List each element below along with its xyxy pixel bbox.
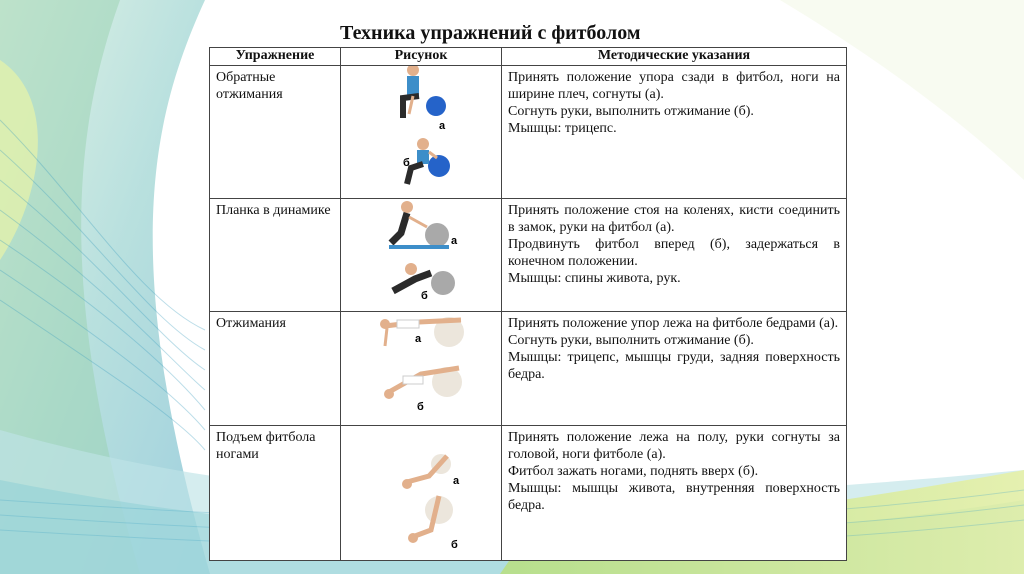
figure-label-b: б bbox=[451, 539, 458, 551]
guidance-text bbox=[502, 66, 847, 199]
guidance-line: Согнуть руки, выполнить отжимание (б). bbox=[508, 104, 754, 119]
table-header-row bbox=[210, 48, 847, 66]
guidance-line: Принять положение упор лежа на фитболе бедрами (а). bbox=[508, 316, 839, 331]
guidance-text bbox=[502, 312, 847, 426]
guidance-text bbox=[502, 199, 847, 312]
exercise-figure-cell bbox=[341, 426, 502, 561]
exercise-name: Обратные отжимания bbox=[210, 66, 341, 199]
guidance-line: Мышцы: спины живота, рук. bbox=[508, 271, 681, 286]
figure-label-a: а bbox=[453, 475, 460, 487]
figure-label-a: а bbox=[415, 333, 422, 345]
exercise-name: Подъем фитбола ногами bbox=[210, 426, 341, 561]
guidance-line: Мышцы: трицепс, мышцы груди, задняя поверхность бедра. bbox=[508, 350, 840, 382]
exercise-figure-cell bbox=[341, 199, 502, 312]
ball-leg-lift-figure bbox=[341, 426, 501, 554]
exercise-name: Планка в динамике bbox=[210, 199, 341, 312]
guidance-line: Принять положение лежа на полу, руки согнуты за головой, ноги фитболе (а). bbox=[508, 430, 840, 462]
guidance-line: Принять положение упора сзади в фитбол, ноги на ширине плеч, согнуты (а). bbox=[508, 70, 840, 102]
figure-label-a: а bbox=[439, 120, 446, 132]
dynamic-plank-figure bbox=[341, 199, 501, 305]
figure-label-b: б bbox=[417, 401, 424, 413]
guidance-line: Мышцы: мышцы живота, внутренняя поверхность бедра. bbox=[508, 481, 840, 513]
reverse-pushup-figure bbox=[341, 66, 501, 192]
guidance-line: Фитбол зажать ногами, поднять вверх (б). bbox=[508, 464, 759, 479]
figure-label-a: а bbox=[451, 235, 458, 247]
table-row bbox=[210, 312, 847, 426]
figure-label-b: б bbox=[421, 290, 428, 302]
figure-label-b: б bbox=[403, 157, 410, 169]
pushup-figure bbox=[341, 312, 501, 419]
slide-title: Техника упражнений с фитболом bbox=[340, 22, 641, 44]
table-row bbox=[210, 199, 847, 312]
guidance-line: Принять положение стоя на коленях, кисти соединить в замок, руки на фитбол (а). bbox=[508, 203, 840, 235]
table-row bbox=[210, 66, 847, 199]
exercise-figure-cell bbox=[341, 66, 502, 199]
header-exercise: Упражнение bbox=[210, 48, 341, 66]
guidance-line: Продвинуть фитбол вперед (б), задержаться в конечном положении. bbox=[508, 237, 840, 269]
exercise-figure-cell bbox=[341, 312, 502, 426]
guidance-line: Согнуть руки, выполнить отжимание (б). bbox=[508, 333, 754, 348]
exercise-table bbox=[209, 47, 847, 561]
guidance-text bbox=[502, 426, 847, 561]
header-picture: Рисунок bbox=[341, 48, 502, 66]
exercise-name: Отжимания bbox=[210, 312, 341, 426]
header-guidance: Методические указания bbox=[502, 48, 847, 66]
table-row bbox=[210, 426, 847, 561]
guidance-line: Мышцы: трицепс. bbox=[508, 121, 617, 136]
